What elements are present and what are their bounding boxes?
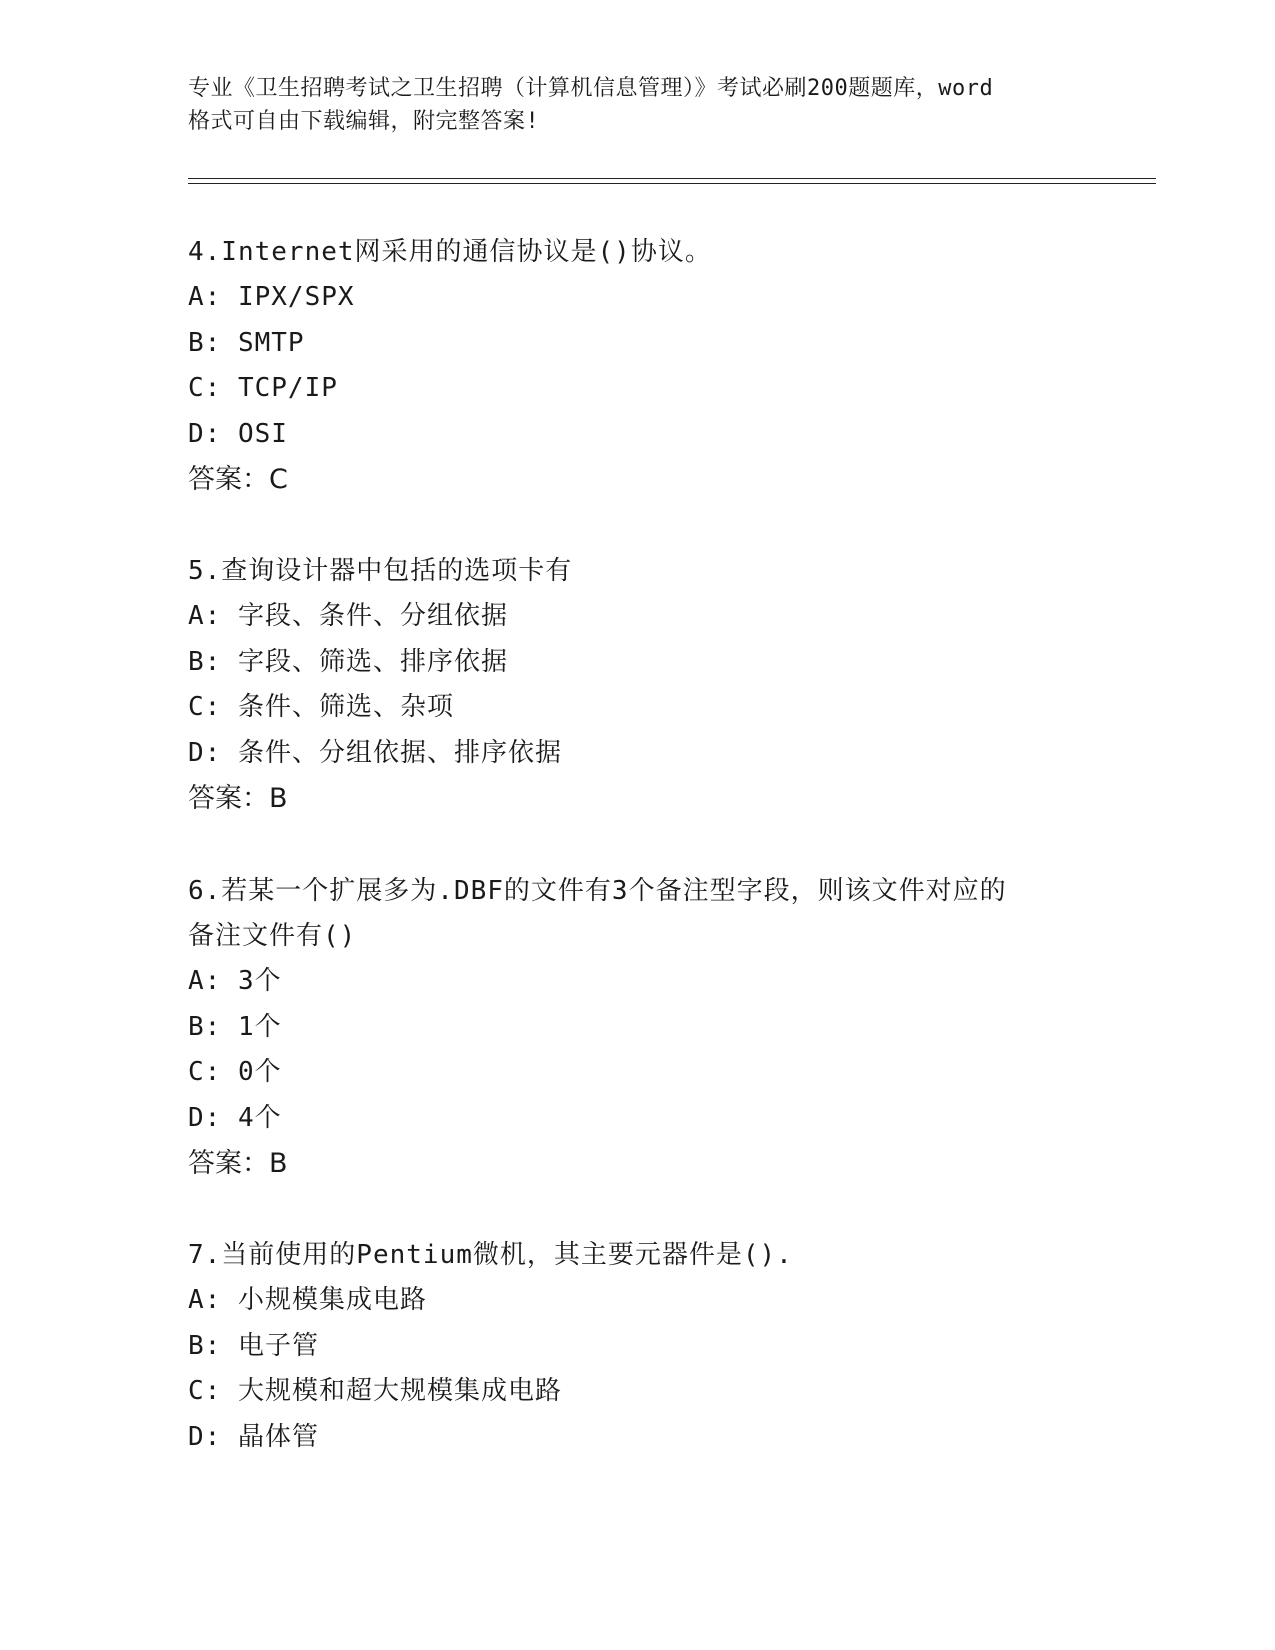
question-text-line-2: 备注文件有() [188,921,357,951]
option-c: C: 大规模和超大规模集成电路 [188,1376,562,1406]
option-b: B: SMTP [188,327,305,358]
question-5 [188,549,1088,821]
option-d: D: 条件、分组依据、排序依据 [188,737,562,768]
option-a: A: 3个 [188,966,282,996]
option-b: B: 字段、筛选、排序依据 [188,646,508,677]
answer-text: 答案：B [188,783,288,814]
question-text: 4.Internet网采用的通信协议是()协议。 [188,237,712,267]
option-d: D: OSI [188,418,288,449]
option-b: B: 电子管 [188,1330,319,1361]
header-line-2: 格式可自由下载编辑，附完整答案! [188,109,540,134]
question-text: 5.查询设计器中包括的选项卡有 [188,556,573,586]
question-6 [188,869,1088,1186]
option-c: C: 0个 [188,1057,282,1087]
header-divider-bottom [188,183,1156,184]
option-a: A: IPX/SPX [188,282,355,312]
question-text: 7.当前使用的Pentium微机，其主要元器件是(). [188,1240,793,1270]
question-7 [188,1233,1088,1460]
question-text-line-1: 6.若某一个扩展多为.DBF的文件有3个备注型字段，则该文件对应的 [188,876,1007,906]
header-line-1: 专业《卫生招聘考试之卫生招聘（计算机信息管理）》考试必刷200题题库，word [188,76,994,101]
answer-text: 答案：C [188,464,288,495]
option-d: D: 4个 [188,1102,282,1133]
option-c: C: TCP/IP [188,373,338,403]
option-d: D: 晶体管 [188,1421,319,1452]
option-c: C: 条件、筛选、杂项 [188,692,454,722]
question-4 [188,230,1088,502]
answer-text: 答案：B [188,1148,288,1179]
option-b: B: 1个 [188,1011,282,1042]
document-header [188,72,1088,138]
header-divider-top [188,178,1156,179]
option-a: A: 字段、条件、分组依据 [188,601,508,631]
option-a: A: 小规模集成电路 [188,1285,427,1315]
